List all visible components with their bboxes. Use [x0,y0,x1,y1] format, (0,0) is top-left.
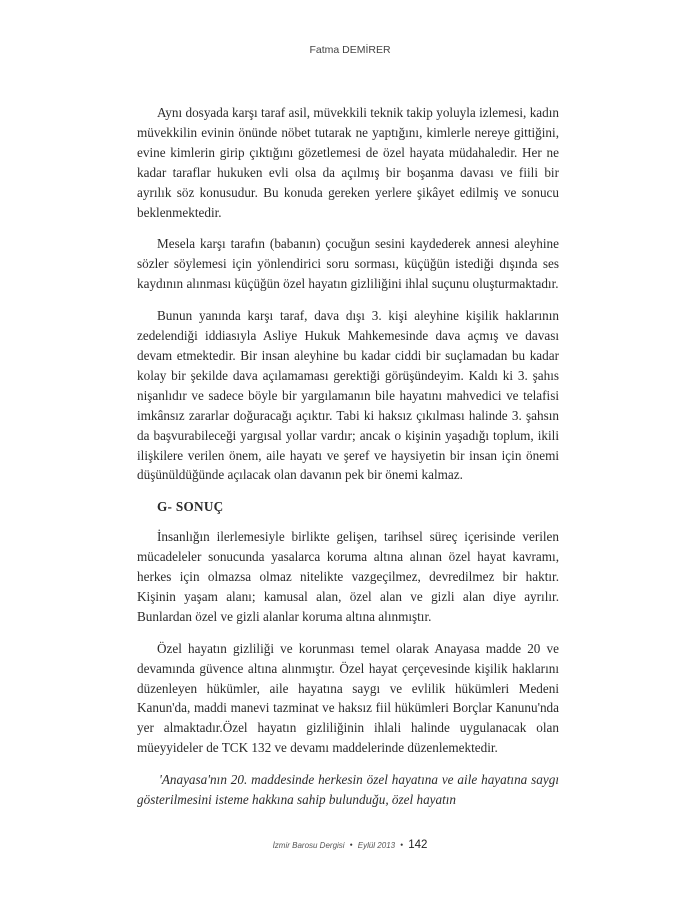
paragraph-2: Mesela karşı tarafın (babanın) çocuğun sesini kaydederek annesi aleyhine sözler söylemesi için yönlendirici soru sorması, küçüğün istediği dışında ses kaydının alınması küçüğün özel hayatın gizliliğini ihlal suçunu oluşturmaktadır. [137,236,559,292]
footer-separator: • [400,840,404,850]
page-number: 142 [408,839,428,851]
paragraph-5: Özel hayatın gizliliği ve korunması temel olarak Anayasa madde 20 ve devamında güvence altına alınmıştır. Özel hayat çerçevesinde kişilik haklarını düzenleyen hükümler, aile hayatına saygı ve evlilik hükümleri Medeni Kanun'da, maddi manevi tazminat ve haksız fiil hükümleri Borçlar Kanunu'nda yer almaktadır.Özel hayatın gizliliğinin ihlali halinde uygulanacak olan müeyyideler de TCK 132 ve devamı maddelerinde düzenlemektedir. [137,640,559,756]
paragraph-1: Aynı dosyada karşı taraf asil, müvekkili teknik takip yoluyla izlemesi, kadın müvekkilin evinin önünde nöbet tutarak ne yaptığını, kimlerle nereye gittiğini, evine kimlerin girip çıktığını gözetlemesi de özel hayata müdahaledir. Her ne kadar taraflar hukuken evli olsa da açılmış bir boşanma davası ve fiili bir ayrılık söz konusudur. Bu konuda gereken yerlere şikâyet edilmiş ve sonucu beklenmektedir. [137,105,559,220]
footer-separator: • [349,840,353,850]
section-heading: G- SONUÇ [157,499,224,515]
page-footer [0,835,700,853]
footer-date: Eylül 2013 [357,841,396,850]
quote-paragraph: 'Anayasa'nın 20. maddesinde herkesin özel hayatına ve aile hayatına saygı gösterilmesini isteme hakkına sahip bulunduğu, özel hayatın [137,772,559,808]
body-text [137,103,559,810]
paragraph-3: Bunun yanında karşı taraf, dava dışı 3. kişi aleyhine kişilik haklarının zedelendiği iddiasıyla Asliye Hukuk Mahkemesinde dava açmış ve davası devam etmektedir. Bir insan aleyhine bu kadar ciddi bir suçlamadan bu kadar kolay bir şekilde dava açılamaması gerektiği görüşündeyim. Kaldı ki 3. şahıs nişanlıdır ve sadece böyle bir yargılamanın bile hayatını mahvedici ve telafisi imkânsız zararlar doğuracağı açıktır. Tabi ki haksız çıkılması halinde 3. şahsın da başvurabileceği yargısal yollar vardır; ancak o kişinin yaşadığı toplum, ikili ilişkilere verilen önem, aile hayatı ve şeref ve haysiyetin bir insan için önemi düşünüldüğünde açılacak olan davanın pek bir önemi kalmaz. [137,308,559,483]
paragraph-4: İnsanlığın ilerlemesiyle birlikte gelişen, tarihsel süreç içerisinde verilen mücadeleler sonucunda yasalarca koruma altına alınan özel hayat kavramı, herkes için olmazsa olmaz nitelikte vazgeçilmez, devredilmez bir haktır. Kişinin yaşam alanı; kamusal alan, özel alan ve gizli alan diye ayrılır. Bunlardan özel ve gizli alanlar koruma altına alınmıştır. [137,529,559,624]
running-head-author: Fatma DEMİRER [309,44,391,56]
footer-journal-name: İzmir Barosu Dergisi [272,841,345,850]
